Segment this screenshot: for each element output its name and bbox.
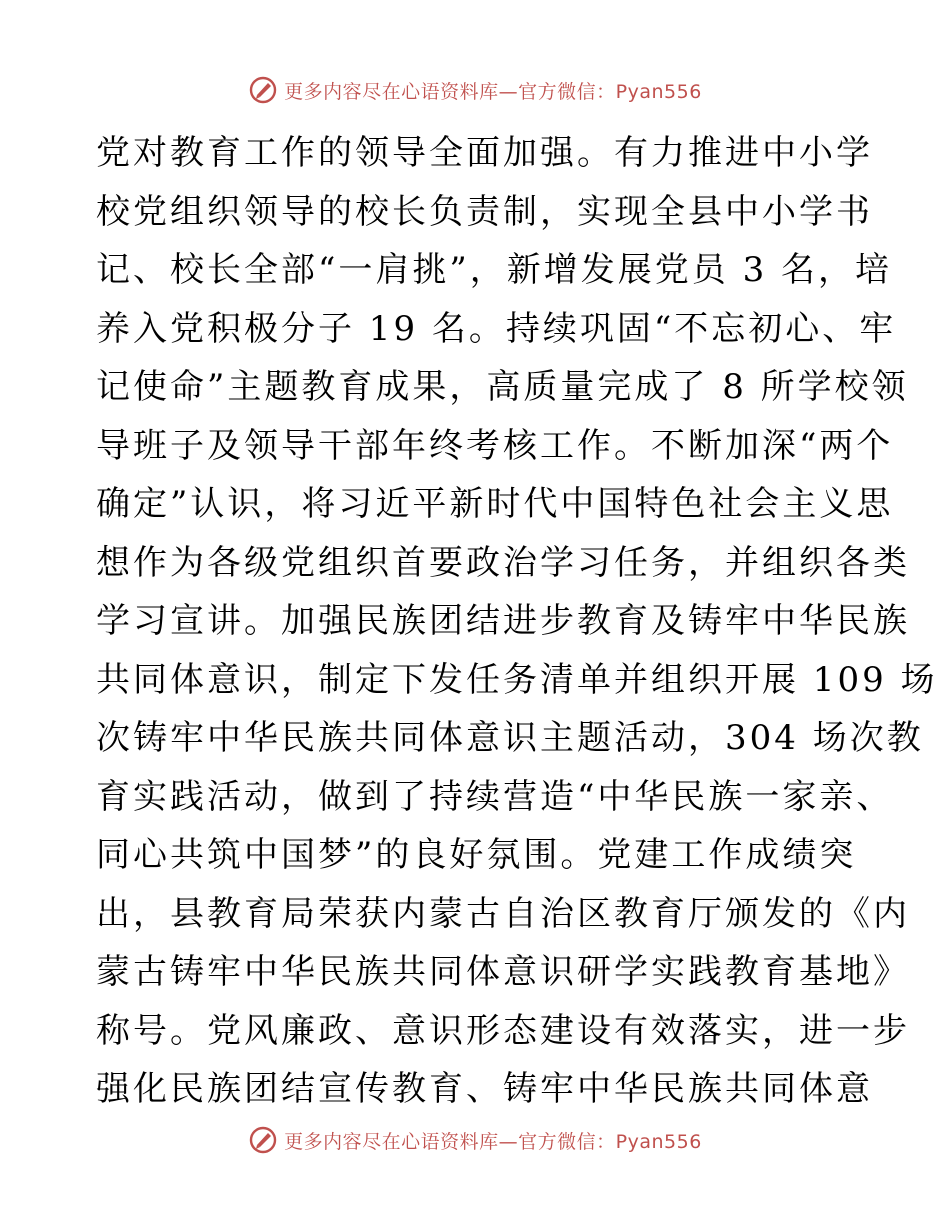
text-line: 养入党积极分子 19 名。持续巩固“不忘初心、牢 (96, 308, 897, 349)
text-line: 蒙古铸牢中华民族共同体意识研学实践教育基地》 (96, 952, 910, 992)
text-line: 强化民族团结宣传教育、铸牢中华民族共同体意 (96, 1069, 873, 1109)
text-line: 导班子及领导干部年终考核工作。不断加深“两个 (96, 425, 894, 466)
text-line: 记、校长全部“一肩挑”，新增发展党员 3 名，培 (96, 250, 893, 290)
brand-logo-icon (248, 75, 278, 105)
text-line: 学习宣讲。加强民族团结进步教育及铸牢中华民族 (96, 601, 910, 641)
watermark-header (0, 70, 950, 110)
text-line: 党对教育工作的领导全面加强。有力推进中小学 (96, 133, 873, 173)
watermark-footer (0, 1120, 950, 1160)
text-line: 记使命”主题教育成果，高质量完成了 8 所学校领 (96, 367, 909, 407)
watermark-text: 更多内容尽在心语资料库—官方微信：Pyan556 (284, 1130, 702, 1153)
watermark-text: 更多内容尽在心语资料库—官方微信：Pyan556 (284, 80, 702, 103)
text-line: 同心共筑中国梦”的良好氛围。党建工作成绩突 (96, 835, 857, 875)
text-line: 次铸牢中华民族共同体意识主题活动，304 场次教 (96, 718, 924, 758)
text-line: 育实践活动，做到了持续营造“中华民族一家亲、 (96, 776, 894, 817)
text-line: 称号。党风廉政、意识形态建设有效落实，进一步 (96, 1010, 910, 1051)
text-line: 确定”认识，将习近平新时代中国特色社会主义思 (96, 484, 894, 524)
text-line: 出，县教育局荣获内蒙古自治区教育厅颁发的《内 (96, 893, 910, 934)
text-line: 想作为各级党组织首要政治学习任务，并组织各类 (96, 542, 910, 583)
brand-logo-icon (248, 1125, 278, 1155)
text-line: 共同体意识，制定下发任务清单并组织开展 109 场 (96, 659, 938, 700)
text-line: 校党组织领导的校长负责制，实现全县中小学书 (96, 191, 873, 232)
document-body (96, 124, 938, 1119)
